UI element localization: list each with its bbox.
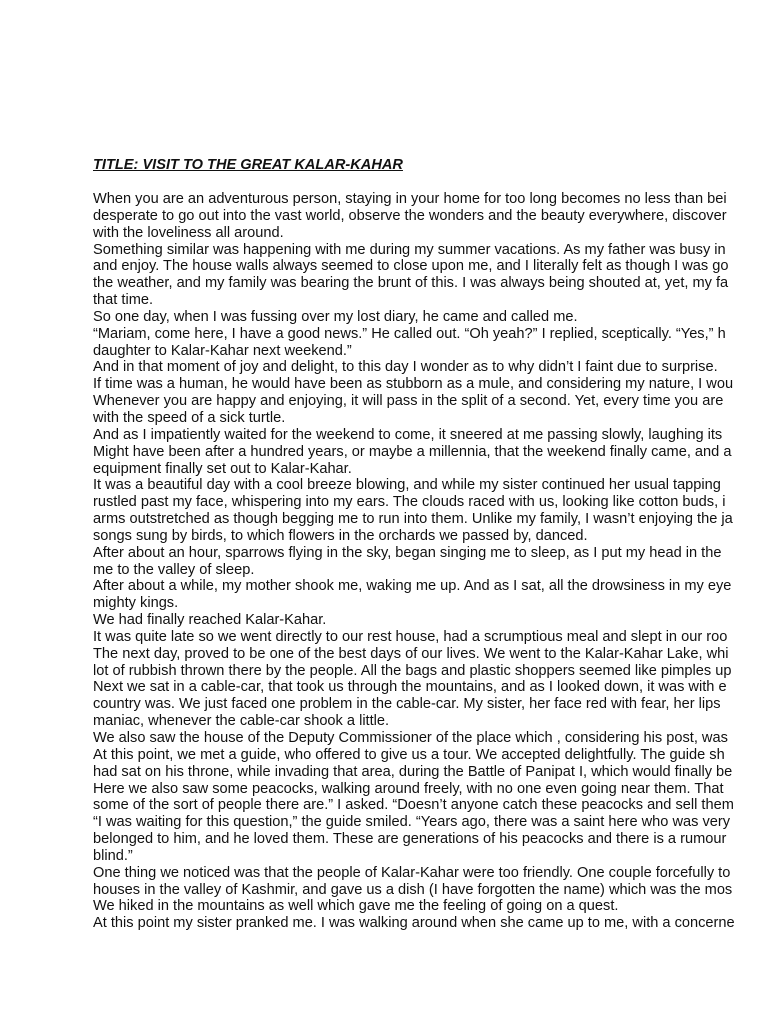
text-line: “I was waiting for this question,” the guide smiled. “Years ago, there was a saint here who was very	[93, 814, 731, 831]
document-body	[93, 191, 768, 932]
text-line: If time was a human, he would have been as stubborn as a mule, and considering my nature, I wou	[93, 376, 734, 393]
text-line: The next day, proved to be one of the best days of our lives. We went to the Kalar-Kahar Lake, whi	[93, 645, 729, 662]
text-line: Here we also saw some peacocks, walking around freely, with no one even going near them. That	[93, 780, 724, 797]
text-line: Something similar was happening with me during my summer vacations. As my father was busy in	[93, 241, 726, 258]
text-line: that time.	[93, 292, 154, 309]
text-line: Whenever you are happy and enjoying, it will pass in the split of a second. Yet, every time you are	[93, 393, 724, 410]
text-line: with the speed of a sick turtle.	[93, 409, 286, 426]
text-line: blind.”	[93, 847, 133, 864]
text-line: Might have been after a hundred years, or maybe a millennia, that the weekend finally came, and a	[93, 443, 732, 460]
text-line: mighty kings.	[93, 595, 179, 612]
text-line: After about an hour, sparrows flying in the sky, began singing me to sleep, as I put my head in the	[93, 544, 722, 561]
text-line: houses in the valley of Kashmir, and gave us a dish (I have forgotten the name) which was the mos	[93, 881, 733, 898]
text-line: had sat on his throne, while invading that area, during the Battle of Panipat I, which would finally be	[93, 763, 733, 780]
text-line: arms outstretched as though begging me to run into them. Unlike my family, I wasn’t enjoying the ja	[93, 511, 733, 528]
text-line: It was quite late so we went directly to our rest house, had a scrumptious meal and slept in our roo	[93, 628, 728, 645]
text-line: After about a while, my mother shook me, waking me up. And as I sat, all the drowsiness in my eye	[93, 578, 732, 595]
text-line: We hiked in the mountains as well which gave me the feeling of going on a quest.	[93, 898, 619, 915]
text-line: We had finally reached Kalar-Kahar.	[93, 612, 327, 629]
text-line: Next we sat in a cable-car, that took us through the mountains, and as I looked down, it was with e	[93, 679, 727, 696]
text-line: and enjoy. The house walls always seemed to close upon me, and I literally felt as though I was go	[93, 258, 729, 275]
text-line: maniac, whenever the cable-car shook a little.	[93, 713, 390, 730]
text-line: When you are an adventurous person, staying in your home for too long becomes no less than bei	[93, 191, 727, 207]
text-line: equipment finally set out to Kalar-Kahar.	[93, 460, 352, 477]
document-title: TITLE: VISIT TO THE GREAT KALAR-KAHAR	[93, 157, 403, 173]
text-line: songs sung by birds, to which flowers in the orchards we passed by, danced.	[93, 527, 588, 544]
text-line: And as I impatiently waited for the weekend to come, it sneered at me passing slowly, laughing its	[93, 426, 723, 443]
text-line: lot of rubbish thrown there by the people. All the bags and plastic shoppers seemed like pimples up	[93, 662, 732, 679]
text-line: me to the valley of sleep.	[93, 561, 255, 578]
text-line: belonged to him, and he loved them. These are generations of his peacocks and there is a rumour	[93, 831, 727, 848]
document-page	[93, 155, 768, 932]
text-line: desperate to go out into the vast world, observe the wonders and the beauty everywhere, discover	[93, 207, 727, 224]
text-line: daughter to Kalar-Kahar next weekend.”	[93, 342, 352, 359]
text-line: with the loveliness all around.	[93, 224, 284, 241]
text-line: We also saw the house of the Deputy Commissioner of the place which , considering his post, was	[93, 730, 728, 746]
text-line: rustled past my face, whispering into my ears. The clouds raced with us, looking like cotton buds, i	[93, 494, 726, 511]
text-line: One thing we noticed was that the people of Kalar-Kahar were too friendly. One couple forcefully to	[93, 864, 731, 881]
text-line: So one day, when I was fussing over my lost diary, he came and called me.	[93, 308, 578, 325]
text-line: At this point my sister pranked me. I was walking around when she came up to me, with a concerne	[93, 915, 735, 932]
text-line: some of the sort of people there are.” I asked. “Doesn’t anyone catch these peacocks and sell them	[93, 797, 734, 814]
text-line: “Mariam, come here, I have a good news.” He called out. “Oh yeah?” I replied, sceptically. “Yes,” h	[93, 325, 726, 342]
text-line: At this point, we met a guide, who offered to give us a tour. We accepted delightfully. The guide sh	[93, 746, 725, 763]
text-line: And in that moment of joy and delight, to this day I wonder as to why didn’t I faint due to surprise.	[93, 359, 718, 376]
text-line: country was. We just faced one problem in the cable-car. My sister, her face red with fear, her lips	[93, 696, 721, 713]
text-line: the weather, and my family was bearing the brunt of this. I was always being shouted at, yet, my fa	[93, 275, 729, 292]
text-line: It was a beautiful day with a cool breeze blowing, and while my sister continued her usual tapping	[93, 477, 721, 494]
